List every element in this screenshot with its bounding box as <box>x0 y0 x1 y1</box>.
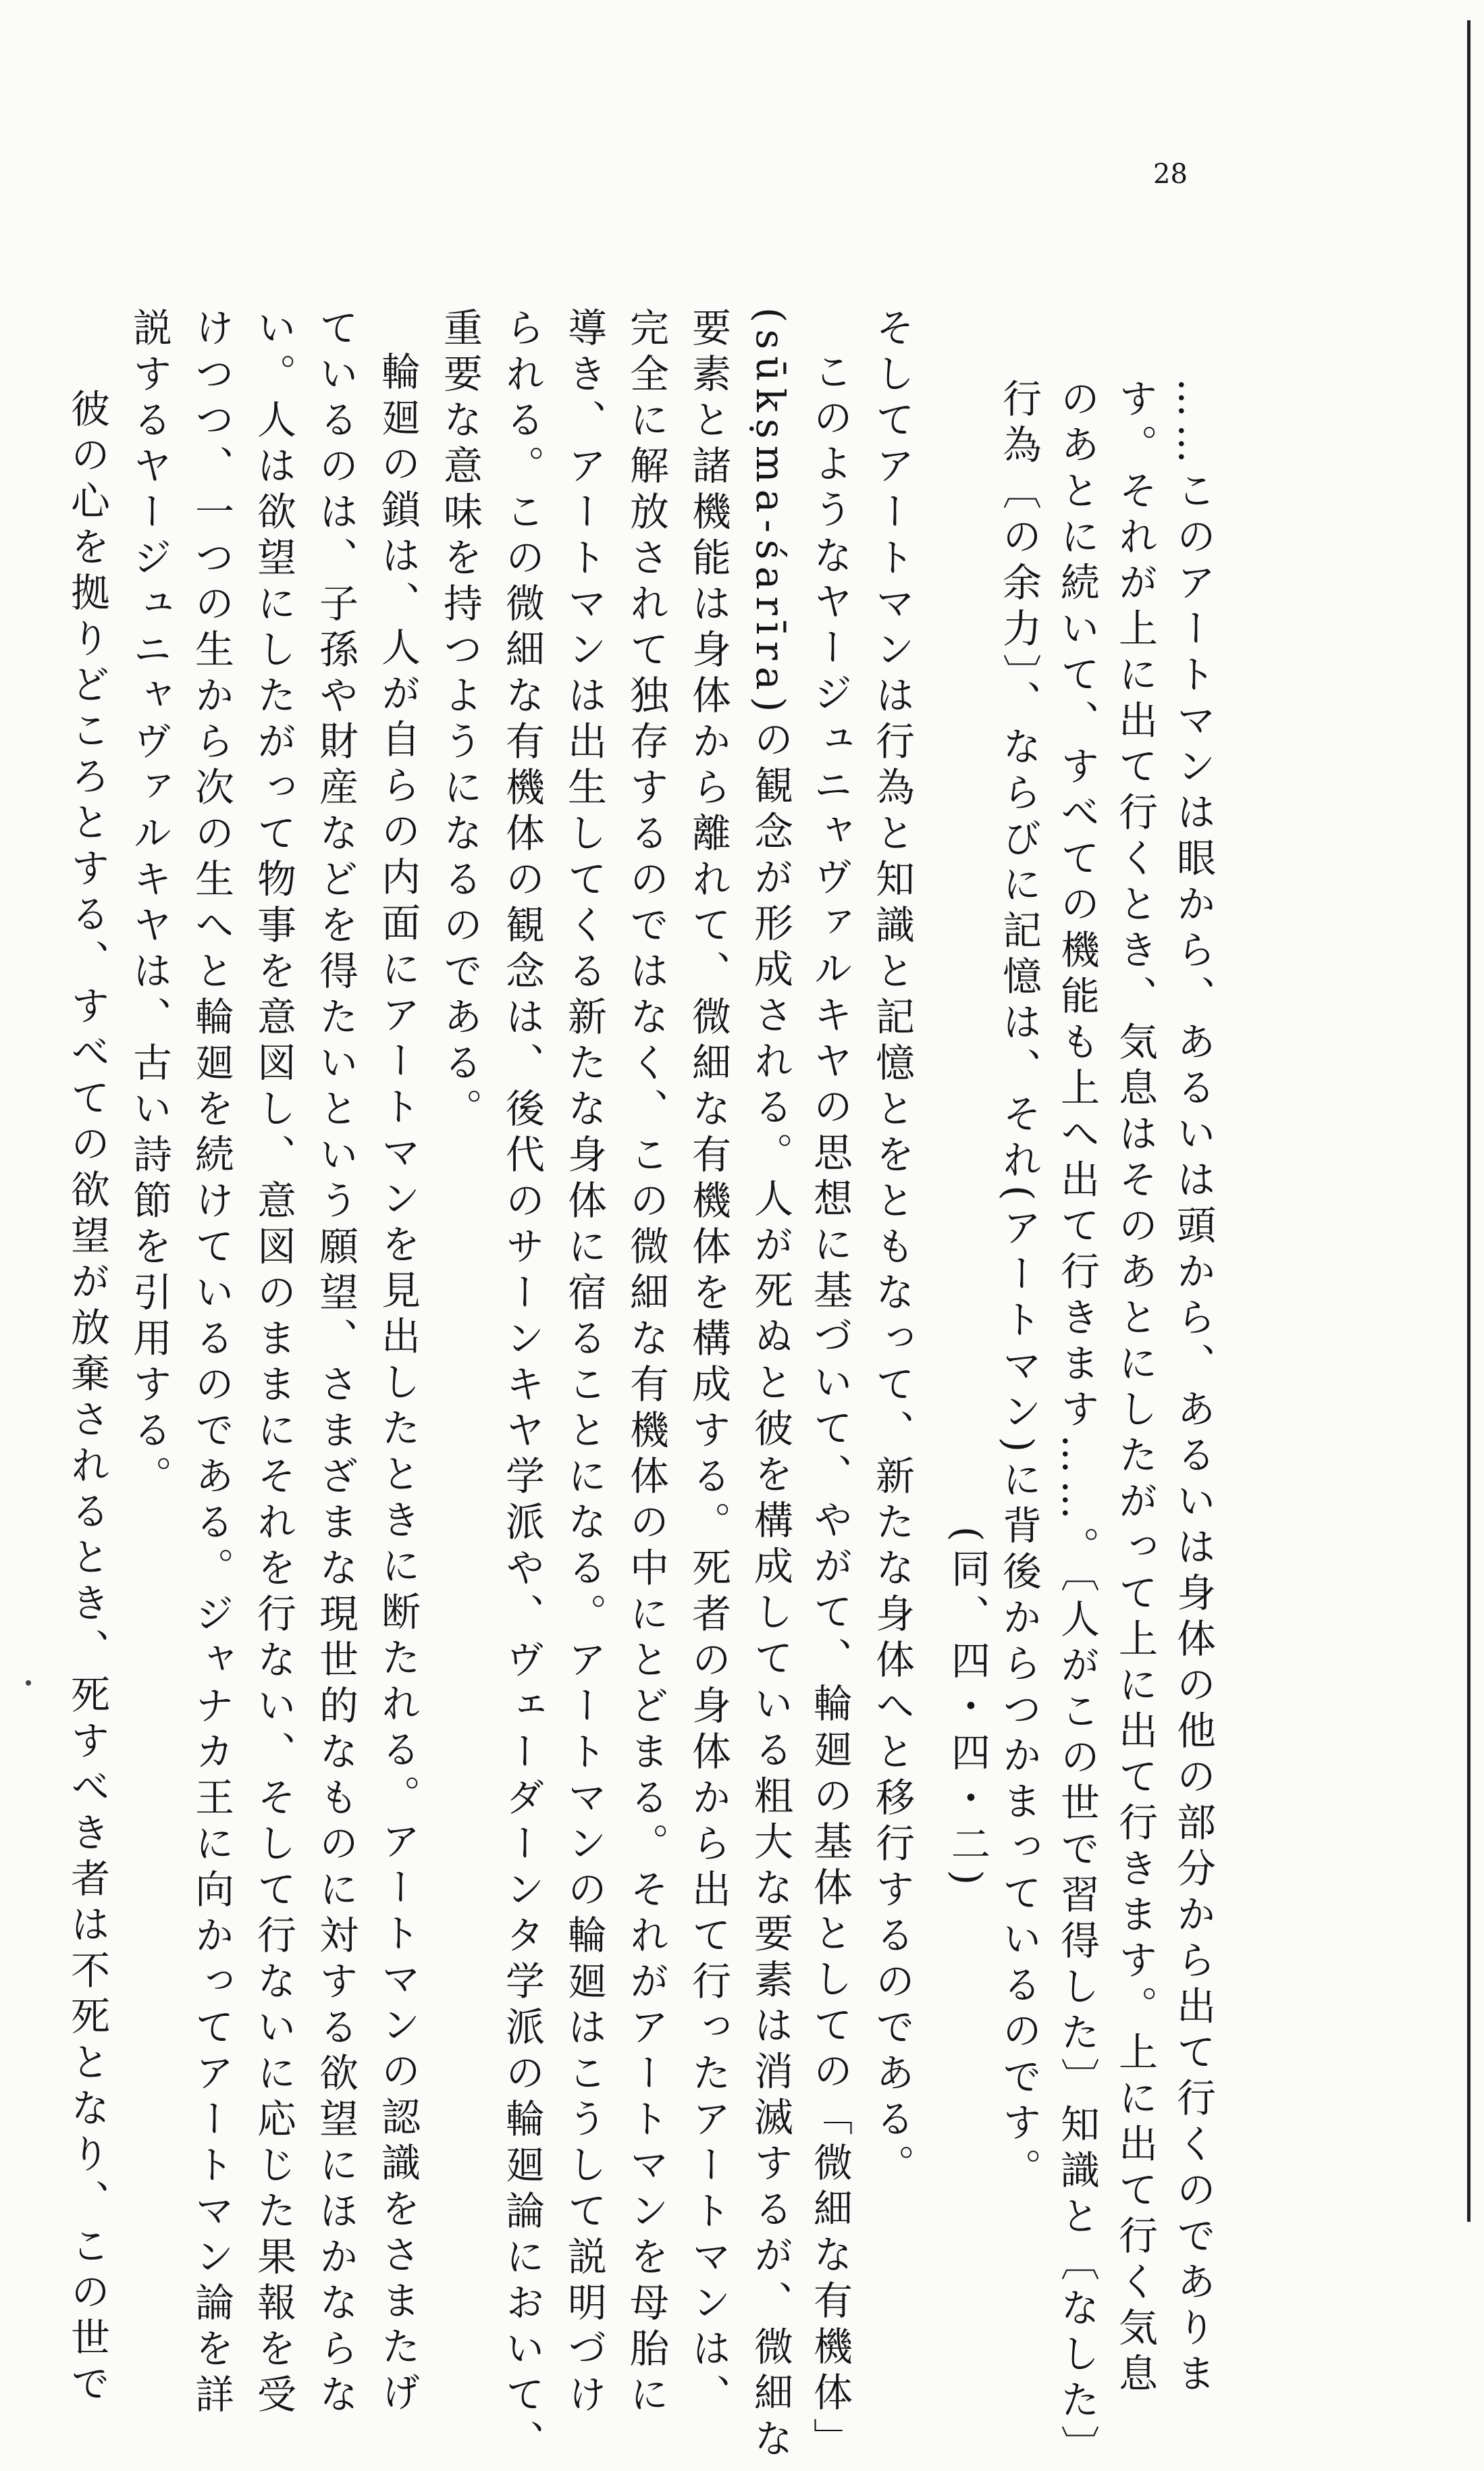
body-line-1: そしてアートマンは行為と知識と記憶とをともなって、新たな身体へと移行するのである。 <box>869 307 915 2190</box>
quote-citation: (同、四・四・二) <box>945 1526 990 1892</box>
body-line-12: けつつ、一つの生から次の生へと輪廻を続けているのである。ジャナカ王に向かってアートマン論を詳 <box>188 307 234 2420</box>
body-line-2: このようなヤージュニャヴァルキヤの思想に基づいて、やがて、輪廻の基体としての「微細な有機体」 <box>807 351 853 2464</box>
quote-line-3: のあとに続いて、すべての機能も上へ出て行きます……。〔人がこの世で習得した〕知識と〔なした〕 <box>1054 378 1100 2471</box>
body-line-6: 導き、アートマンは出生してくる新たな身体に宿ることになる。アートマンの輪廻はこうして説明づけ <box>561 307 607 2420</box>
quote-line-2: す。それが上に出て行くとき、気息はそのあとにしたがって上に出て行きます。上に出て行く気息 <box>1112 378 1158 2399</box>
body-line-7: られる。この微細な有機体の観念は、後代のサーンキヤ学派や、ヴェーダーンタ学派の輪廻論において、 <box>499 307 545 2466</box>
body-line-4: 要素と諸機能は身体から離れて、微細な有機体を構成する。死者の身体から出て行ったアートマンは、 <box>685 307 731 2420</box>
body-line-8: 重要な意味を持つようになるのである。 <box>437 307 483 1134</box>
body-line-10: ているのは、子孫や財産などを得たいという願望、さまざまな現世的なものに対する欲望にほかならな <box>313 307 359 2420</box>
page-number: 28 <box>1153 159 1188 190</box>
quote-line-4: 行為〔の余力〕、ならびに記憶は、それ(アートマン)に背後からつかまっているのです。 <box>996 378 1042 2194</box>
quote-line-1: ……このアートマンは眼から、あるいは頭から、あるいは身体の他の部分から出て行くのでありま <box>1170 378 1216 2399</box>
body-line-14: 彼の心を拠りどころとする、すべての欲望が放棄されるとき、死すべき者は不死となり、この世で <box>64 388 110 2409</box>
body-line-11: い。人は欲望にしたがって物事を意図し、意図のままにそれを行ない、そして行ないに応じた果報を受 <box>250 307 296 2420</box>
body-line-5: 完全に解放されて独存するのではなく、この微細な有機体の中にとどまる。それがアートマンを母胎に <box>623 307 669 2420</box>
scan-speck <box>26 1680 31 1686</box>
body-line-13: 説するヤージュニャヴァルキヤは、古い詩節を引用する。 <box>126 307 172 1501</box>
page-edge-line <box>1467 20 1470 2222</box>
body-line-9: 輪廻の鎖は、人が自らの内面にアートマンを見出したときに断たれる。アートマンの認識をさまたげ <box>375 351 421 2418</box>
body-line-3: (sūkṣma-śarīra)の観念が形成される。人が死ぬと彼を構成している粗大な要素は消滅するが、微細な <box>747 307 793 2464</box>
